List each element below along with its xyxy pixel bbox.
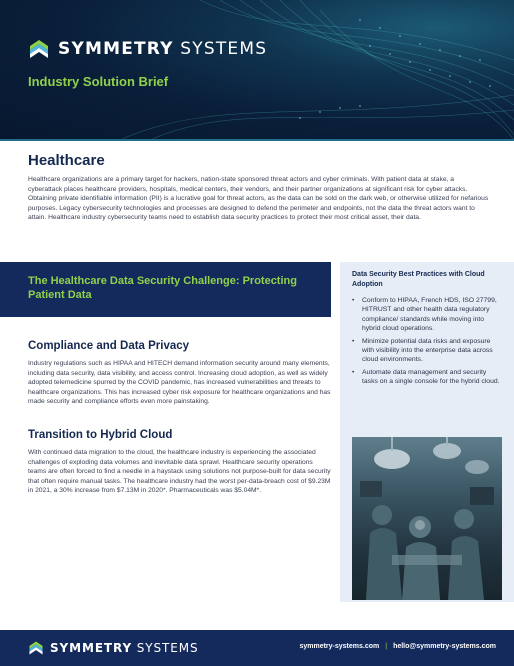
compliance-paragraph: Industry regulations such as HIPAA and HITECH demand information security around many elements, including data security, data visibility, and access control. Increasing cloud adoption, as well as widely adopted telemedicine spurred by the COVID pandemic, has increased vulnerabilities and threats to healthcare organizations. This has increased cyber risk exposure for healthcare organizations and has made security and compliance efforts even more painstaking. bbox=[28, 360, 331, 406]
email-link[interactable]: hello@symmetry-systems.com bbox=[393, 643, 496, 650]
industry-solution-brief-label: Industry Solution Brief bbox=[28, 74, 169, 89]
intro-section bbox=[28, 152, 490, 223]
compliance-heading: Compliance and Data Privacy bbox=[28, 340, 190, 352]
challenge-banner-title: The Healthcare Data Security Challenge: Protecting Patient Data bbox=[28, 275, 297, 301]
footer bbox=[0, 630, 514, 666]
main-content bbox=[28, 340, 332, 496]
brand-name: SYMMETRY SYSTEMS bbox=[58, 39, 268, 59]
best-practices-list bbox=[352, 296, 502, 390]
sidebar-title: Data Security Best Practices with Cloud Adoption bbox=[352, 271, 485, 288]
wave-dots-pattern-icon bbox=[0, 0, 514, 140]
symmetry-logo-icon bbox=[28, 640, 44, 656]
list-item: • Automate data management and security tasks on a single console for the hybrid cloud. bbox=[352, 368, 500, 386]
surgery-scene-image bbox=[352, 437, 502, 600]
bullet-icon: • bbox=[352, 368, 355, 376]
list-item: • Conform to HIPAA, French HDS, ISO 27799, HITRUST and other health data regulatory compliance/ standards while moving into hybrid cloud operations. bbox=[352, 297, 497, 333]
footer-separator: | bbox=[385, 643, 388, 650]
page-title: Healthcare bbox=[28, 152, 105, 169]
bullet-icon: • bbox=[352, 297, 355, 304]
website-link[interactable]: symmetry-systems.com bbox=[299, 643, 380, 650]
list-item: • Minimize potential data risks and exposure with visibility into the enterprise data across cloud environments. bbox=[352, 337, 493, 364]
hybrid-cloud-heading: Transition to Hybrid Cloud bbox=[28, 428, 173, 441]
header-logo bbox=[28, 38, 267, 60]
intro-paragraph: Healthcare organizations are a primary target for hackers, nation-state sponsored threat actors and cyber criminals. With patient data at stake, a cyberattack places healthcare providers, hospitals, medical centers, their vendors, and their partner organizations at significant risk for cyber attacks. Obtaining private identifiable information (PII) is a lucrative goal for threat actors, as the data can be sold on the dark web, or otherwise utilized for nefarious purposes. Legacy cybersecurity technologies and processes are designed to defend the perimeter and endpoints, not the data the threat actors want to attain. Healthcare industry cybersecurity teams need to establish data security practices to protect their most critical asset, their data. bbox=[28, 176, 489, 222]
header-banner bbox=[0, 0, 514, 140]
challenge-banner bbox=[0, 262, 331, 317]
footer-contact bbox=[299, 643, 496, 650]
footer-brand-name: SYMMETRY SYSTEMS bbox=[50, 641, 199, 655]
header-divider bbox=[0, 139, 514, 141]
hybrid-cloud-paragraph: With continued data migration to the cloud, the healthcare industry is experiencing the associated challenges of exploding data volumes and inevitable data sprawl. Healthcare security operations teams are often forced to find a needle in a haystack using solutions not purpose-built for data security that often require manual tasks. The healthcare industry had the worst per-data-breach cost of $9.23M in 2021, a 30% increase from $7.13M in 2020*. Pharmaceuticals was $5.04M*. bbox=[28, 448, 331, 495]
surgery-photo bbox=[352, 437, 502, 600]
bullet-icon: • bbox=[352, 337, 355, 345]
symmetry-logo-icon bbox=[28, 38, 50, 60]
footer-logo bbox=[28, 640, 199, 656]
